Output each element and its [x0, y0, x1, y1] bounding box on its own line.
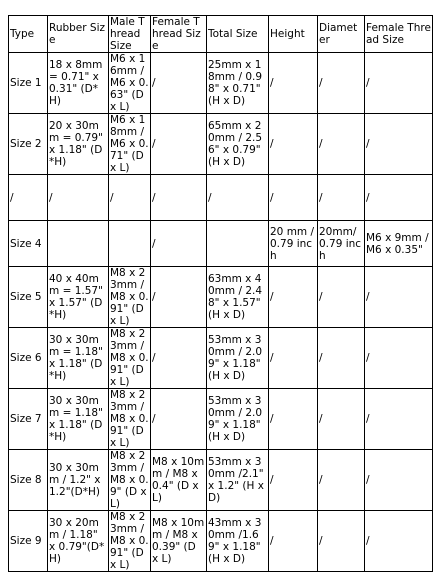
cell-rubber-size: 30 x 30mm = 1.18" x 1.18" (D*H) — [48, 389, 109, 450]
table-row — [9, 53, 433, 114]
cell-diameter: / — [318, 267, 365, 328]
cell-diameter: / — [318, 389, 365, 450]
cell-total-size: / — [207, 175, 269, 221]
header-total-size: Total Size — [207, 16, 269, 53]
cell-type: Size 5 — [9, 267, 48, 328]
cell-male-thread-size: M8 x 23mm / M8 x 0.9" (D x L) — [110, 450, 149, 510]
spec-table — [8, 15, 433, 572]
cell-male-thread-size: M8 x 23mm / M8 x 0.91" (D x L) — [110, 267, 149, 327]
cell-male-thread-size: M8 x 23mm / M8 x 0.91" (D x L) — [110, 511, 149, 571]
table-row — [9, 221, 433, 267]
cell-height: / — [269, 267, 318, 328]
cell-total-size: 53mm x 30mm /2.1" x 1.2" (H x D) — [207, 450, 269, 511]
cell-height: / — [269, 53, 318, 114]
cell-female-thread-size: / — [151, 114, 207, 175]
cell-female-thread-size: / — [151, 267, 207, 328]
cell-female-thread-size-2: / — [365, 267, 433, 328]
cell-male-thread-size: M6 x 18mm / M6 x 0.71" (D x L) — [110, 114, 149, 174]
cell-diameter: / — [318, 114, 365, 175]
cell-female-thread-size-2: / — [365, 511, 433, 572]
cell-total-size: 25mm x 18mm / 0.98" x 0.71" (H x D) — [207, 53, 269, 114]
cell-female-thread-size-2: / — [365, 450, 433, 511]
table-row — [9, 114, 433, 175]
cell-rubber-size: 30 x 30mm = 1.18" x 1.18" (D*H) — [48, 328, 109, 389]
header-rubber-size: Rubber Size — [48, 16, 109, 53]
header-female-thread-size-2: Female Thread Size — [365, 16, 433, 53]
cell-male-thread-size — [109, 221, 151, 267]
table-row — [9, 511, 433, 572]
cell-female-thread-size: / — [151, 389, 207, 450]
cell-total-size: 53mm x 30mm / 2.09" x 1.18" (H x D) — [207, 328, 269, 389]
table-row — [9, 389, 433, 450]
cell-female-thread-size: M8 x 10mm / M8 x 0.39" (D x L) — [151, 511, 207, 572]
cell-height: / — [269, 511, 318, 572]
table-row — [9, 450, 433, 511]
cell-rubber-size: / — [48, 175, 109, 221]
cell-female-thread-size-2: M6 x 9mm /M6 x 0.35" — [365, 221, 433, 267]
cell-rubber-size: 40 x 40mm = 1.57" x 1.57" (D*H) — [48, 267, 109, 328]
cell-rubber-size: 30 x 20mm / 1.18" x 0.79"(D*H) — [48, 511, 109, 572]
cell-female-thread-size-2: / — [365, 114, 433, 175]
cell-total-size — [207, 221, 269, 267]
cell-female-thread-size: / — [151, 221, 207, 267]
cell-height: 20 mm / 0.79 inch — [269, 221, 318, 267]
cell-rubber-size: 18 x 8mm = 0.71" x 0.31" (D*H) — [48, 53, 109, 114]
header-type: Type — [9, 16, 48, 53]
table-row — [9, 328, 433, 389]
cell-diameter: / — [318, 511, 365, 572]
cell-rubber-size — [48, 221, 109, 267]
cell-rubber-size: 30 x 30mm / 1.2" x 1.2"(D*H) — [48, 450, 109, 511]
cell-diameter: / — [318, 53, 365, 114]
cell-male-thread-size: M8 x 23mm / M8 x 0.91" (D x L) — [110, 389, 149, 449]
cell-height: / — [269, 328, 318, 389]
table-row — [9, 267, 433, 328]
cell-rubber-size: 20 x 30mm = 0.79" x 1.18" (D*H) — [48, 114, 109, 175]
cell-type: Size 6 — [9, 328, 48, 389]
cell-diameter: / — [318, 175, 365, 221]
cell-type: Size 8 — [9, 450, 48, 511]
cell-male-thread-size: / — [109, 175, 151, 221]
cell-type: / — [9, 175, 48, 221]
header-male-thread-size: Male Thread Size — [109, 16, 151, 53]
cell-female-thread-size-2: / — [365, 53, 433, 114]
cell-female-thread-size-2: / — [365, 389, 433, 450]
table-row — [9, 175, 433, 221]
cell-total-size: 63mm x 40mm / 2.48" x 1.57" (H x D) — [207, 267, 269, 328]
header-height: Height — [269, 16, 318, 53]
cell-female-thread-size: M8 x 10mm / M8 x 0.4" (D x L) — [151, 450, 207, 511]
cell-type: Size 2 — [9, 114, 48, 175]
cell-height: / — [269, 389, 318, 450]
cell-height: / — [269, 114, 318, 175]
cell-diameter: 20mm/0.79 inch — [318, 221, 365, 267]
cell-diameter: / — [318, 328, 365, 389]
cell-type: Size 9 — [9, 511, 48, 572]
cell-height: / — [269, 175, 318, 221]
cell-female-thread-size: / — [151, 175, 207, 221]
cell-total-size: 53mm x 30mm / 2.09" x 1.18" (H x D) — [207, 389, 269, 450]
cell-male-thread-size: M8 x 23mm / M8 x 0.91" (D x L) — [110, 328, 149, 388]
cell-type: Size 4 — [9, 221, 48, 267]
cell-female-thread-size-2: / — [365, 175, 433, 221]
cell-type: Size 7 — [9, 389, 48, 450]
cell-total-size: 65mm x 20mm / 2.56" x 0.79" (H x D) — [207, 114, 269, 175]
header-diameter: Diameter — [318, 16, 365, 53]
cell-total-size: 43mm x 30mm /1.69" x 1.18" (H x D) — [207, 511, 269, 572]
cell-female-thread-size: / — [151, 53, 207, 114]
cell-female-thread-size: / — [151, 328, 207, 389]
cell-height: / — [269, 450, 318, 511]
table-header-row — [9, 16, 433, 53]
cell-type: Size 1 — [9, 53, 48, 114]
cell-diameter: / — [318, 450, 365, 511]
cell-female-thread-size-2: / — [365, 328, 433, 389]
cell-male-thread-size: M6 x 16mm / M6 x 0.63" (D x L) — [110, 53, 149, 113]
header-female-thread-size: Female Thread Size — [151, 16, 207, 53]
